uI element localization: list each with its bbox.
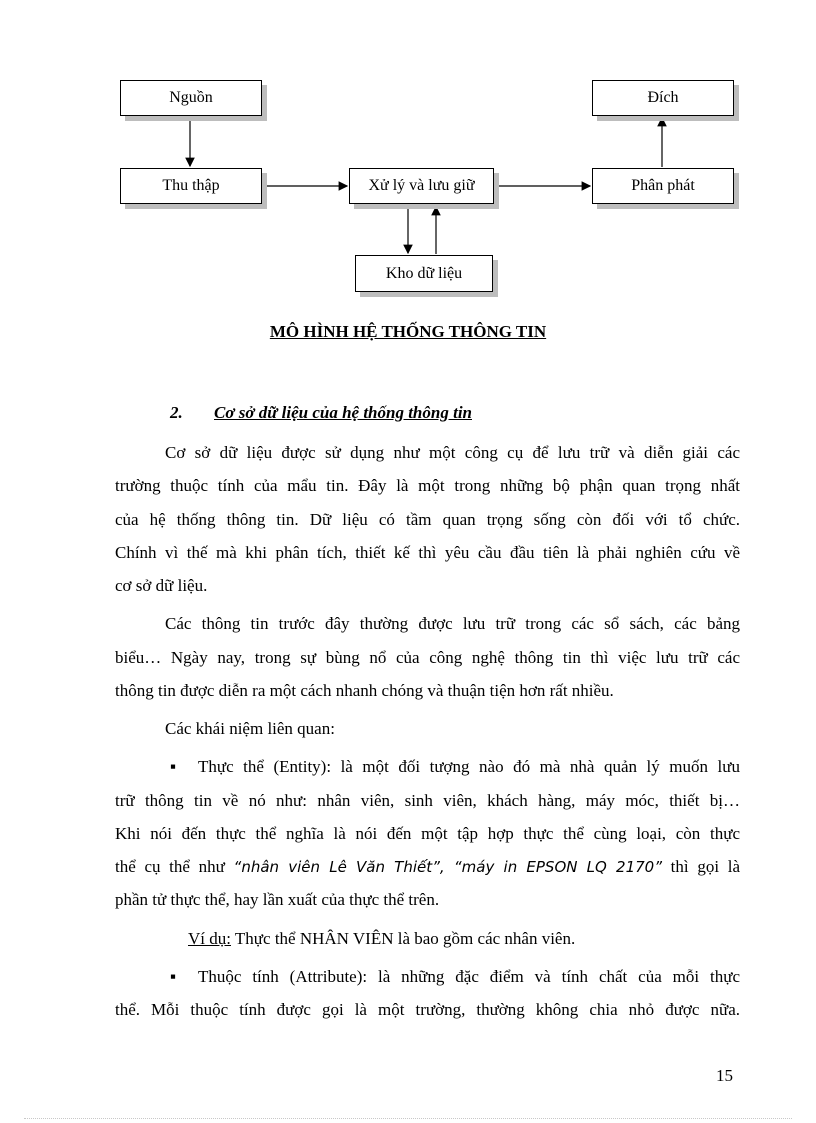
para2-line1: Các thông tin trước đây thường được lưu trữ trong các sổ sách, các bảng [165, 614, 740, 633]
para1-line5: cơ sở dữ liệu. [115, 576, 208, 595]
node-xu-ly-label: Xử lý và lưu giữ [368, 177, 475, 194]
bullet-icon: ▪ [170, 757, 177, 776]
entity-line2: trữ thông tin về nó như: nhân viên, sinh viên, khách hàng, máy móc, thiết bị… [115, 791, 740, 810]
node-thu-thap-label: Thu thập [162, 177, 220, 194]
page-bottom-divider [24, 1118, 792, 1119]
information-system-diagram [0, 0, 816, 300]
node-kho-du-lieu [355, 255, 493, 292]
entity-line3: Khi nói đến thực thể nghĩa là nói đến một tập hợp thực thể cùng loại, còn thực [115, 824, 740, 843]
para1-line3: của hệ thống thông tin. Dữ liệu có tầm quan trọng sống còn đối với tổ chức. [115, 510, 740, 529]
entity-text1: Thực thể (Entity): là một đối tượng nào đó mà nhà quản lý muốn lưu [198, 757, 740, 776]
node-thu-thap [120, 168, 262, 204]
entity-line4 [115, 857, 740, 877]
entity-line4-pre: thể cụ thể như [115, 857, 234, 876]
example-line [188, 929, 813, 949]
entity-examples: “nhân viên Lê Văn Thiết”, “máy in EPSON LQ 2170” [233, 858, 662, 876]
section-heading [170, 403, 472, 423]
para2-line3: thông tin được diễn ra một cách nhanh chóng và thuận tiện hơn rất nhiều. [115, 681, 614, 700]
node-phan-phat [592, 168, 734, 204]
attribute-line2: thể. Mỗi thuộc tính được gọi là một trường, thường không chia nhỏ được nữa. [115, 1000, 740, 1019]
section-number: 2. [170, 403, 183, 422]
node-kho-label: Kho dữ liệu [385, 264, 463, 282]
entity-line1 [170, 757, 740, 777]
para1-line2: trường thuộc tính của mẩu tin. Đây là một trong những bộ phận quan trọng nhất [115, 476, 740, 495]
entity-line4-post: thì gọi là [662, 857, 740, 876]
node-dich-label: Đích [647, 89, 679, 106]
section-title: Cơ sở dữ liệu của hệ thống thông tin [214, 403, 472, 422]
diagram-caption: MÔ HÌNH HỆ THỐNG THÔNG TIN [269, 322, 547, 341]
para1-line4: Chính vì thế mà khi phân tích, thiết kế thì yêu cầu đầu tiên là phải nghiên cứu về [115, 543, 740, 562]
node-nguon [120, 80, 262, 116]
node-dich [592, 80, 734, 116]
node-phan-phat-label: Phân phát [631, 177, 695, 194]
attribute-text1: Thuộc tính (Attribute): là những đặc điểm và tính chất của mỗi thực [198, 967, 740, 986]
page-number: 15 [716, 1066, 733, 1085]
bullet-icon: ▪ [170, 967, 177, 986]
entity-line5: phần tử thực thể, hay lần xuất của thực thể trên. [115, 890, 440, 909]
para2-line2: biểu… Ngày nay, trong sự bùng nổ của công nghệ thông tin thì việc lưu trữ các [115, 648, 740, 667]
attribute-line1 [170, 967, 740, 987]
node-xu-ly [349, 168, 494, 204]
para1-line1: Cơ sở dữ liệu được sử dụng như một công cụ để lưu trữ và diễn giải các [165, 443, 740, 462]
node-nguon-label: Nguồn [169, 89, 213, 106]
concepts-intro: Các khái niệm liên quan: [165, 719, 335, 738]
example-text: Thực thể NHÂN VIÊN là bao gồm các nhân viên. [230, 929, 576, 948]
example-label: Ví dụ: [188, 929, 231, 948]
